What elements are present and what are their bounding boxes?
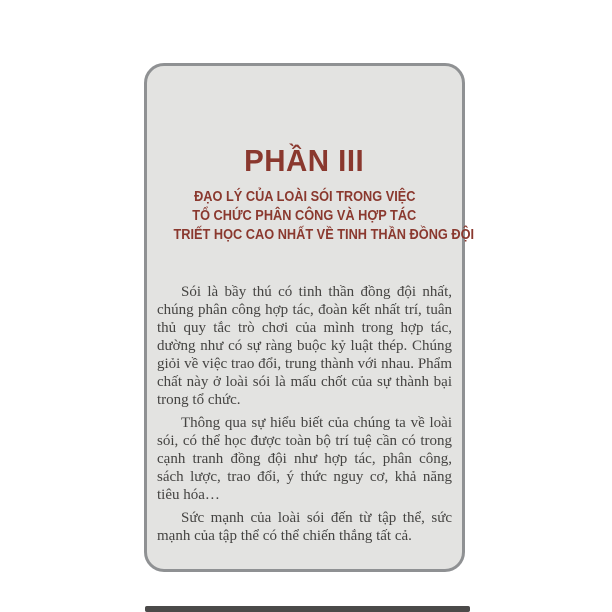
- subtitle-line-3: [153, 226, 475, 245]
- part-subtitle-block: [153, 188, 475, 245]
- part-title-text: PHẦN III: [244, 143, 365, 178]
- photo-bottom-edge-strip: [145, 606, 470, 612]
- subtitle-line-2-text: TỔ CHỨC PHÂN CÔNG VÀ HỢP TÁC: [192, 208, 417, 224]
- subtitle-line-1: [153, 188, 456, 207]
- divider-page-card: [144, 63, 475, 572]
- subtitle-line-2: [153, 207, 456, 226]
- part-title: [153, 144, 456, 178]
- subtitle-line-3-text: TRIẾT HỌC CAO NHẤT VỀ TINH THẦN ĐỒNG ĐỘI: [173, 227, 475, 243]
- subtitle-line-1-text: ĐẠO LÝ CỦA LOÀI SÓI TRONG VIỆC: [193, 189, 416, 205]
- body-text-block: [153, 283, 456, 545]
- paragraph-1: Sói là bầy thú có tinh thần đồng đội nhất, chúng phân công hợp tác, đoàn kết nhất trí, tuân thủ quy tắc trò chơi của mình trong hợp tác, dường như có sự ràng buộc kỷ luật thép. Chúng giỏi về việc trao đổi, trung thành với nhau. Phẩm chất này ở loài sói là mấu chốt của sự thành bại trong tổ chức.: [157, 284, 452, 408]
- paragraph-2: Thông qua sự hiểu biết của chúng ta về loài sói, có thể học được toàn bộ trí tuệ cần có trong cạnh tranh đồng đội như hợp tác, phân công, sách lược, trao đổi, ý thức nguy cơ, khả năng tiêu hóa…: [157, 415, 452, 503]
- paragraph-3: Sức mạnh của loài sói đến từ tập thể, sức mạnh của tập thể có thể chiến thắng tất cả.: [157, 510, 452, 544]
- divider-page-content: [147, 143, 475, 612]
